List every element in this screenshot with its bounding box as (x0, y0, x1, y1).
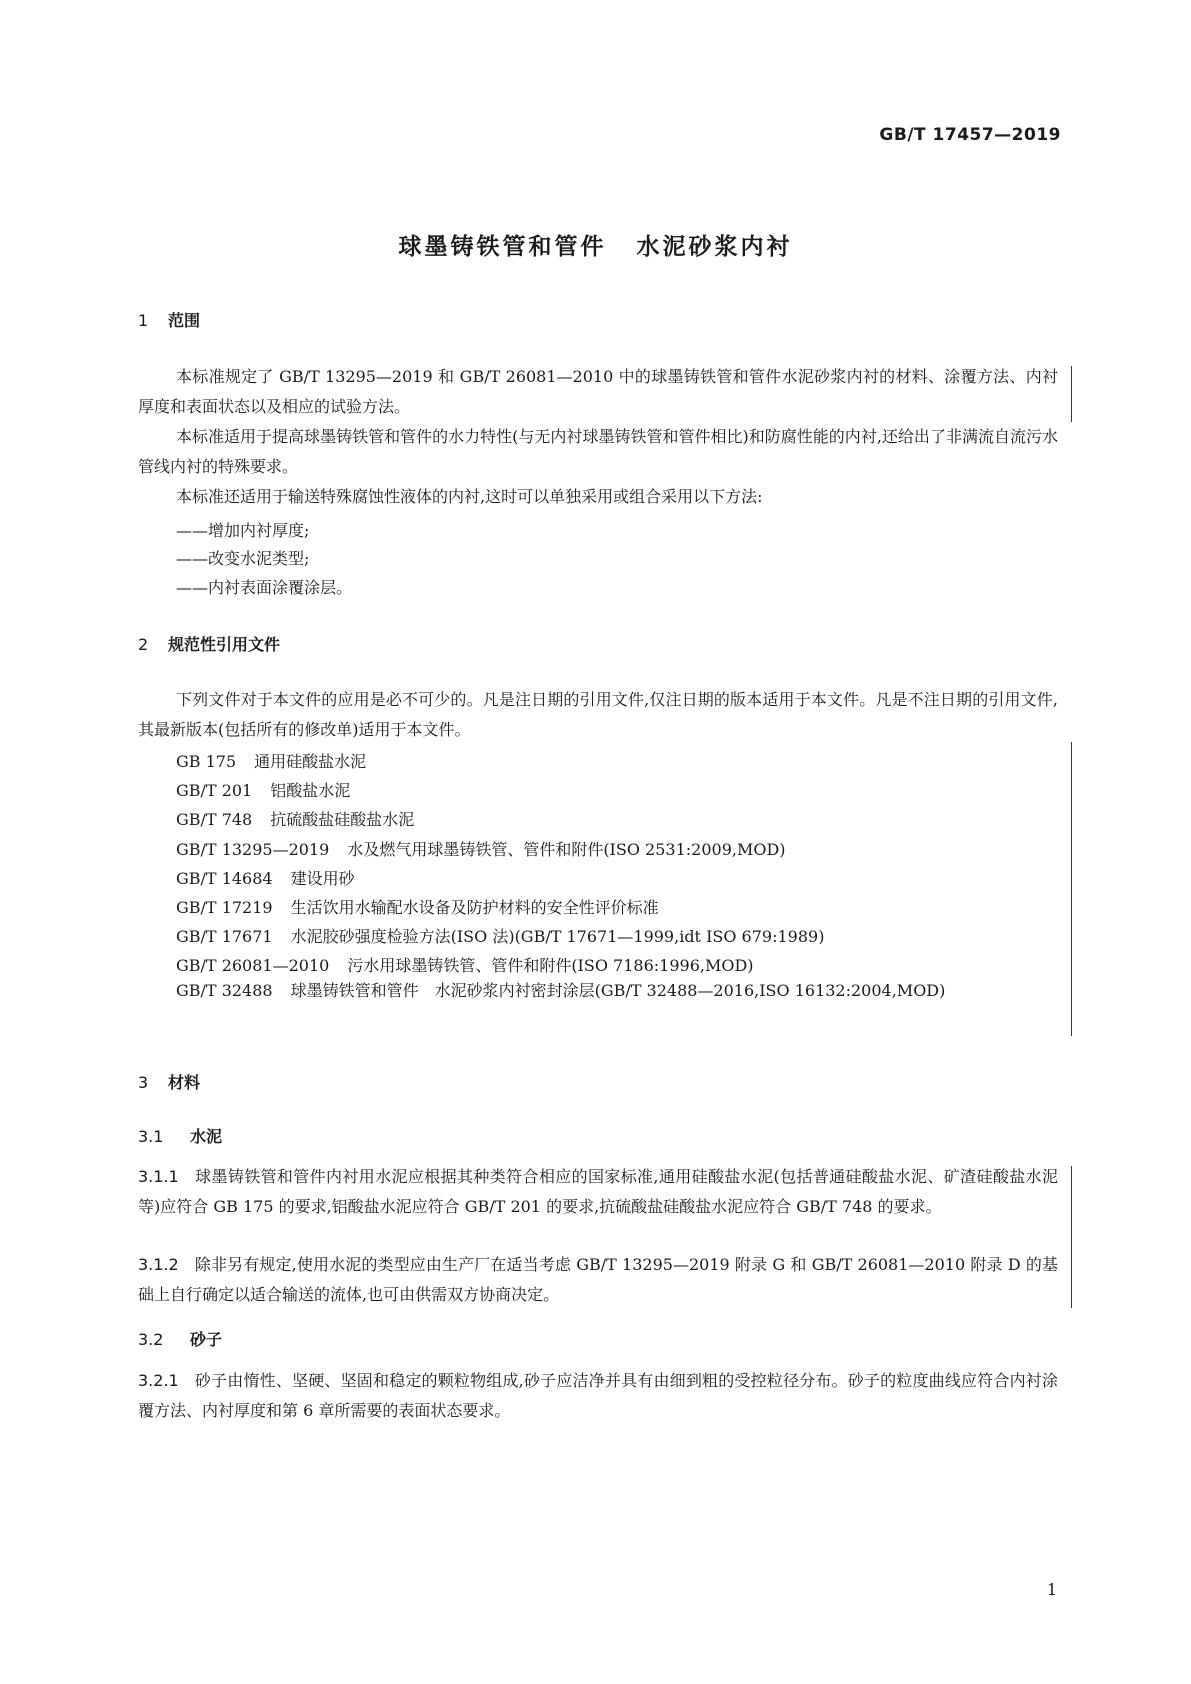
reference-item: GB/T 13295—2019 水及燃气用球墨铸铁管、管件和附件(ISO 2531:2009,MOD) (176, 840, 786, 859)
change-bar (1071, 1166, 1072, 1308)
section-2-heading: 2 规范性引用文件 (138, 635, 281, 654)
subsection-3-2-heading: 3.2 砂子 (138, 1330, 223, 1349)
reference-item: GB/T 17219 生活饮用水输配水设备及防护材料的安全性评价标准 (176, 898, 659, 917)
section-1-paragraph-2: 本标准适用于提高球墨铸铁管和管件的水力特性(与无内衬球墨铸铁管和管件相比)和防腐性能的内衬,还给出了非满流自流污水管线内衬的特殊要求。 (138, 427, 1058, 476)
reference-item: GB/T 14684 建设用砂 (176, 869, 355, 888)
change-bar (1071, 742, 1072, 1036)
section-1-paragraph-3: 本标准还适用于输送特殊腐蚀性液体的内衬,这时可以单独采用或组合采用以下方法: (176, 487, 763, 506)
section-1-paragraph-1: 本标准规定了 GB/T 13295—2019 和 GB/T 26081—2010 中的球墨铸铁管和管件水泥砂浆内衬的材料、涂覆方法、内衬厚度和表面状态以及相应的试验方法。 (138, 367, 1058, 416)
reference-item: GB/T 201 铝酸盐水泥 (176, 781, 351, 800)
list-item: ——改变水泥类型; (176, 549, 310, 568)
standard-code: GB/T 17457—2019 (879, 125, 1061, 145)
reference-item: GB/T 748 抗硫酸盐硅酸盐水泥 (176, 810, 415, 829)
section-1-heading: 1 范围 (138, 311, 201, 330)
document-title (0, 228, 1191, 261)
title-part-2: 水泥砂浆内衬 (636, 234, 793, 260)
reference-item: GB/T 17671 水泥胶砂强度检验方法(ISO 法)(GB/T 17671—1999,idt ISO 679:1989) (176, 927, 825, 946)
list-item: ——增加内衬厚度; (176, 521, 310, 540)
change-bar (1071, 366, 1072, 422)
reference-item: GB/T 26081—2010 污水用球墨铸铁管、管件和附件(ISO 7186:1996,MOD) (176, 956, 754, 975)
clause-3-1-2: 3.1.2 除非另有规定,使用水泥的类型应由生产厂在适当考虑 GB/T 13295—2019 附录 G 和 GB/T 26081—2010 附录 D 的基础上自行确定以适合输送的流体,也可由供需双方协商决定。 (138, 1255, 1058, 1304)
section-2-paragraph-1: 下列文件对于本文件的应用是必不可少的。凡是注日期的引用文件,仅注日期的版本适用于本文件。凡是不注日期的引用文件,其最新版本(包括所有的修改单)适用于本文件。 (138, 690, 1058, 739)
title-part-1: 球墨铸铁管和管件 (398, 234, 607, 260)
reference-item: GB 175 通用硅酸盐水泥 (176, 752, 367, 771)
section-3-heading: 3 材料 (138, 1073, 201, 1092)
subsection-3-1-heading: 3.1 水泥 (138, 1127, 223, 1146)
page-number: 1 (1046, 1580, 1057, 1599)
reference-item: GB/T 32488 球墨铸铁管和管件 水泥砂浆内衬密封涂层(GB/T 32488—2016,ISO 16132:2004,MOD) (176, 981, 946, 1000)
clause-3-1-1: 3.1.1 球墨铸铁管和管件内衬用水泥应根据其种类符合相应的国家标准,通用硅酸盐水泥(包括普通硅酸盐水泥、矿渣硅酸盐水泥等)应符合 GB 175 的要求,铝酸盐水泥应符合 GB/T 201 的要求,抗硫酸盐硅酸盐水泥应符合 GB/T 748 的要求。 (138, 1167, 1058, 1216)
list-item: ——内衬表面涂覆涂层。 (176, 578, 353, 597)
clause-3-2-1: 3.2.1 砂子由惰性、坚硬、坚固和稳定的颗粒物组成,砂子应洁净并具有由细到粗的受控粒径分布。砂子的粒度曲线应符合内衬涂覆方法、内衬厚度和第 6 章所需要的表面状态要求。 (138, 1371, 1058, 1420)
